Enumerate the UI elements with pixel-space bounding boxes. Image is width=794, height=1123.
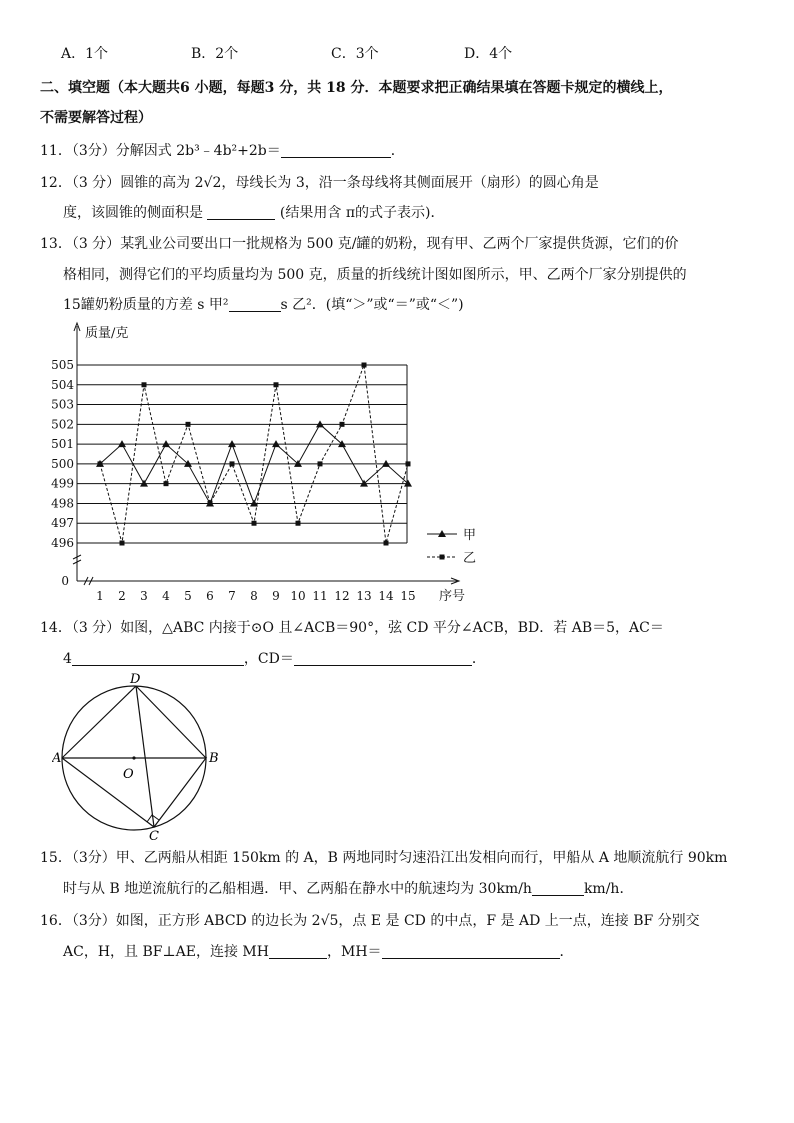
series-2-point bbox=[252, 521, 257, 526]
q14-num: 14． bbox=[40, 620, 72, 636]
y-tick-label: 496 bbox=[51, 536, 74, 550]
series-2-point bbox=[406, 461, 411, 466]
series-2-point bbox=[164, 481, 169, 486]
legend-marker-2 bbox=[440, 555, 445, 560]
option-a: A．1个 bbox=[61, 46, 109, 62]
series-line-2 bbox=[100, 365, 408, 543]
question-13-line3 bbox=[63, 294, 464, 314]
q15-line2b: km/h． bbox=[583, 881, 634, 897]
q13-answer-blank[interactable] bbox=[229, 297, 281, 312]
q11-text: 分解因式 2b³﹣4b²+2b＝ bbox=[115, 143, 281, 159]
q14-pts: （3 分） bbox=[71, 620, 121, 636]
option-c: C．3个 bbox=[331, 46, 379, 62]
q16-answer-blank-2[interactable] bbox=[382, 944, 560, 959]
label-a: A bbox=[52, 751, 62, 766]
x-tick-label: 8 bbox=[250, 589, 258, 603]
q11-end: ． bbox=[390, 143, 405, 159]
quality-line-chart bbox=[40, 318, 520, 608]
q16-line2b: ，MH＝ bbox=[326, 944, 382, 960]
x-tick-label: 5 bbox=[184, 589, 192, 603]
x-tick-label: 9 bbox=[272, 589, 280, 603]
q16-line2a: AC，H，且 BF⊥AE，连接 MH bbox=[63, 944, 269, 960]
x-tick-label: 3 bbox=[140, 589, 148, 603]
center-point bbox=[132, 756, 135, 759]
series-2-point bbox=[362, 363, 367, 368]
q16-end: ． bbox=[559, 944, 574, 960]
series-2-point bbox=[274, 382, 279, 387]
question-15-line2 bbox=[63, 878, 633, 898]
question-12 bbox=[40, 172, 599, 192]
q11-answer-blank[interactable] bbox=[281, 143, 391, 158]
q14-line2a: 4 bbox=[63, 651, 72, 667]
y-tick-label: 502 bbox=[51, 417, 74, 432]
y-axis-label: 质量/克 bbox=[85, 326, 129, 341]
series-2-point bbox=[186, 422, 191, 427]
label-c: C bbox=[149, 829, 159, 842]
segment-ad bbox=[62, 686, 136, 758]
question-14-line2 bbox=[63, 648, 486, 668]
x-axis-label: 序号 bbox=[439, 589, 466, 604]
question-13-line2: 格相同，测得它们的平均质量均为 500 克，质量的折线统计图如图所示，甲、乙两个厂家分别提供的 bbox=[63, 267, 687, 283]
series-2-point bbox=[384, 541, 389, 546]
origin-label: 0 bbox=[61, 574, 69, 588]
section-title-cont: 不需要解答过程） bbox=[40, 110, 152, 126]
legend-label-1: 甲 bbox=[463, 528, 477, 543]
question-16: 16．（3分）如图，正方形 ABCD 的边长为 2√5，点 E 是 CD 的中点，F 是 AD 上一点，连接 BF 分别交 bbox=[40, 913, 700, 929]
q12-pts: （3 分） bbox=[71, 175, 121, 191]
y-tick-label: 498 bbox=[51, 496, 74, 511]
x-tick-label: 7 bbox=[228, 589, 236, 603]
x-tick-label: 2 bbox=[118, 589, 126, 603]
x-tick-label: 4 bbox=[162, 589, 170, 603]
q14-line2b: ，CD＝ bbox=[243, 651, 294, 667]
q14-answer-blank-1[interactable] bbox=[72, 651, 244, 666]
section-title: 二、填空题（本大题共6 小题，每题3 分，共 18 分．本题要求把正确结果填在答题卡规定的横线上， bbox=[40, 80, 673, 96]
series-2-point bbox=[296, 521, 301, 526]
series-2-point bbox=[98, 461, 103, 466]
y-tick-label: 500 bbox=[51, 456, 74, 471]
series-2-point bbox=[120, 541, 125, 546]
question-13 bbox=[40, 233, 679, 253]
q13-num: 13． bbox=[40, 236, 72, 252]
chord-cd bbox=[136, 686, 154, 827]
x-tick-label: 6 bbox=[206, 589, 214, 603]
q13-line3a: 15罐奶粉质量的方差 s 甲² bbox=[63, 297, 229, 313]
y-tick-label: 503 bbox=[51, 397, 74, 412]
x-tick-label: 1 bbox=[96, 589, 104, 603]
q16-answer-blank-1[interactable] bbox=[269, 944, 327, 959]
question-12-line2 bbox=[63, 202, 444, 222]
q12-line1: 圆锥的高为 2√2，母线长为 3，沿一条母线将其侧面展开（扇形）的圆心角是 bbox=[120, 175, 599, 191]
label-o: O bbox=[123, 767, 134, 782]
question-16-line2 bbox=[63, 941, 574, 961]
label-b: B bbox=[209, 751, 219, 766]
option-b: B．2个 bbox=[191, 46, 239, 62]
x-tick-label: 10 bbox=[290, 589, 306, 603]
series-2-point bbox=[230, 461, 235, 466]
q11-pts: （3分） bbox=[71, 143, 116, 159]
x-tick-label: 15 bbox=[400, 589, 416, 603]
q13-pts: （3 分） bbox=[71, 236, 121, 252]
q14-answer-blank-2[interactable] bbox=[294, 651, 472, 666]
q11-num: 11． bbox=[40, 143, 72, 159]
q13-line3b: s 乙²．(填“＞”或“＝”或“＜”) bbox=[280, 297, 464, 313]
y-tick-label: 497 bbox=[51, 516, 74, 531]
q15-line2a: 时与从 B 地逆流航行的乙船相遇．甲、乙两船在静水中的航速均为 30km/h bbox=[63, 881, 532, 897]
y-tick-label: 501 bbox=[51, 437, 74, 452]
legend-label-2: 乙 bbox=[463, 551, 477, 566]
x-tick-label: 14 bbox=[378, 589, 394, 603]
q15-answer-blank[interactable] bbox=[532, 881, 584, 896]
series-2-point bbox=[208, 501, 213, 506]
y-tick-label: 499 bbox=[51, 476, 74, 491]
question-14 bbox=[40, 617, 664, 637]
option-d: D．4个 bbox=[464, 46, 513, 62]
q12-line2a: 度，该圆锥的侧面积是 bbox=[63, 205, 203, 221]
q13-line1: 某乳业公司要出口一批规格为 500 克/罐的奶粉，现有甲、乙两个厂家提供货源，它们的价 bbox=[120, 236, 679, 252]
label-d: D bbox=[130, 672, 141, 687]
series-2-point bbox=[142, 382, 147, 387]
triangle-abc bbox=[62, 758, 206, 827]
question-15: 15．（3分）甲、乙两船从相距 150km 的 A，B 两地同时匀速沿江出发相向而行，甲船从 A 地顺流航行 90km bbox=[40, 850, 728, 866]
series-2-point bbox=[340, 422, 345, 427]
x-tick-label: 13 bbox=[356, 589, 372, 603]
question-11 bbox=[40, 140, 405, 160]
x-tick-label: 12 bbox=[334, 589, 350, 603]
series-2-point bbox=[318, 461, 323, 466]
q14-line1: 如图，△ABC 内接于⊙O 且∠ACB＝90°，弦 CD 平分∠ACB，BD．若 AB＝5，AC＝ bbox=[120, 620, 664, 636]
q12-answer-blank[interactable] bbox=[207, 205, 275, 220]
q12-num: 12． bbox=[40, 175, 72, 191]
q14-end: ． bbox=[471, 651, 486, 667]
circle-diagram bbox=[52, 672, 222, 842]
y-tick-label: 505 bbox=[51, 358, 74, 372]
q12-line2b: (结果用含 π的式子表示)． bbox=[279, 205, 445, 221]
y-tick-label: 504 bbox=[51, 377, 74, 392]
x-tick-label: 11 bbox=[312, 589, 328, 603]
